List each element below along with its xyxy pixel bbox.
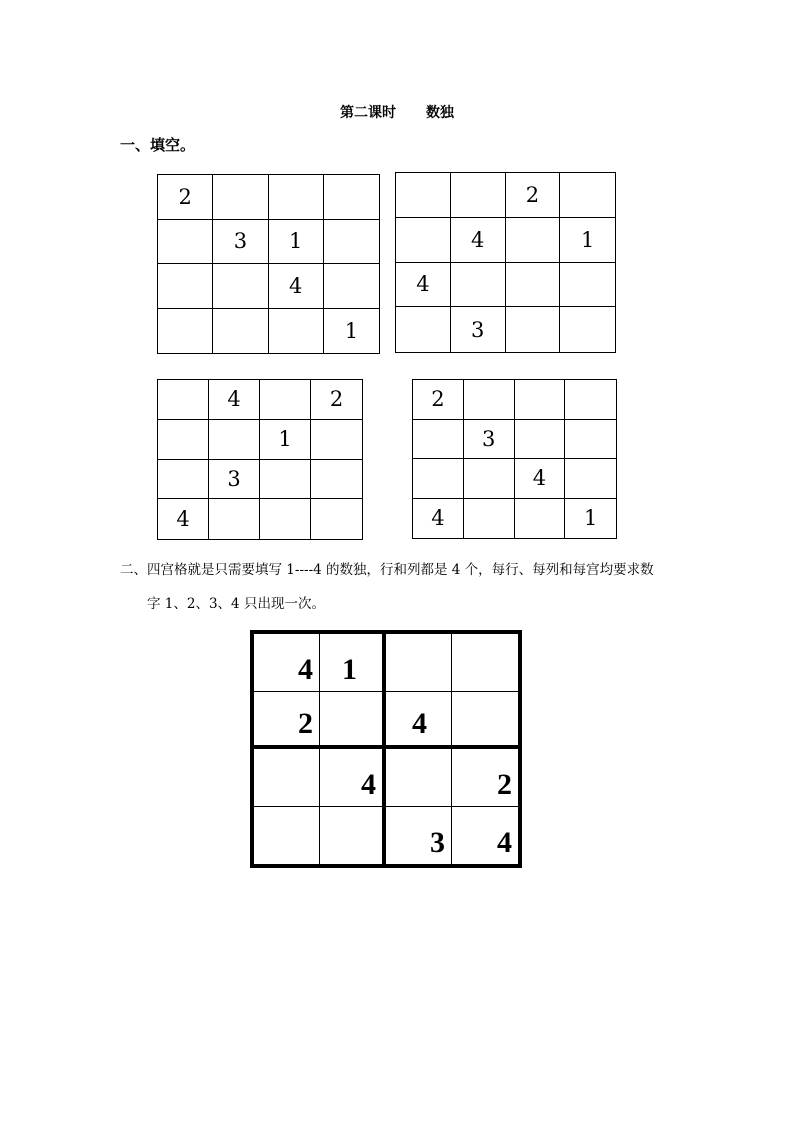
grid-cell[interactable]: 4 xyxy=(451,218,506,263)
section-1-heading: 一、填空。 xyxy=(120,136,196,154)
grid-cell[interactable] xyxy=(464,499,515,539)
cell-number: 4 xyxy=(298,652,313,686)
grid-cell[interactable] xyxy=(413,459,464,499)
large-grid-cell[interactable] xyxy=(254,634,320,692)
sudoku-grid-3 xyxy=(157,379,363,540)
grid-cell[interactable] xyxy=(158,264,213,309)
large-grid-cell[interactable] xyxy=(320,692,386,750)
grid-cell[interactable] xyxy=(213,264,268,309)
grid-cell[interactable] xyxy=(269,175,324,220)
grid-cell[interactable] xyxy=(311,420,362,460)
large-grid-cell[interactable] xyxy=(452,749,518,807)
grid-cell[interactable] xyxy=(158,309,213,354)
grid-cell[interactable] xyxy=(560,173,615,218)
grid-cell[interactable] xyxy=(560,307,615,352)
sudoku-grid-large xyxy=(250,630,522,868)
large-grid-cell[interactable] xyxy=(254,749,320,807)
grid-cell[interactable] xyxy=(413,420,464,460)
large-grid-cell[interactable] xyxy=(254,692,320,750)
large-grid-cell[interactable] xyxy=(320,807,386,865)
grid-cell[interactable] xyxy=(324,175,379,220)
large-grid-cell[interactable] xyxy=(320,749,386,807)
grid-cell[interactable]: 3 xyxy=(464,420,515,460)
sudoku-grid-4 xyxy=(412,379,617,539)
large-grid-cell[interactable] xyxy=(386,634,452,692)
grid-cell[interactable] xyxy=(396,307,451,352)
grid-cell[interactable] xyxy=(324,220,379,265)
large-grid-cell[interactable] xyxy=(386,749,452,807)
grid-cell[interactable] xyxy=(464,380,515,420)
grid-cell[interactable] xyxy=(260,499,311,539)
cell-number: 1 xyxy=(342,652,357,686)
grid-cell[interactable]: 4 xyxy=(515,459,566,499)
large-grid-cell[interactable] xyxy=(320,634,386,692)
large-grid-cell[interactable] xyxy=(452,692,518,750)
grid-cell[interactable]: 2 xyxy=(311,380,362,420)
topic-label: 数独 xyxy=(426,105,454,121)
cell-number: 3 xyxy=(430,826,445,859)
grid-cell[interactable] xyxy=(158,460,209,500)
grid-cell[interactable]: 4 xyxy=(158,499,209,539)
grid-cell[interactable] xyxy=(515,499,566,539)
grid-cell[interactable] xyxy=(565,420,616,460)
grid-cell[interactable] xyxy=(209,420,260,460)
grid-cell[interactable]: 1 xyxy=(344,318,359,343)
grid-cell[interactable] xyxy=(451,173,506,218)
grid-cell[interactable] xyxy=(451,263,506,308)
grid-cell[interactable] xyxy=(506,307,561,352)
large-grid-cell[interactable] xyxy=(254,807,320,865)
grid-cell[interactable] xyxy=(565,380,616,420)
large-grid-cell[interactable] xyxy=(452,634,518,692)
grid-cell[interactable] xyxy=(269,309,324,354)
grid-cell[interactable] xyxy=(464,459,515,499)
grid-cell[interactable]: 4 xyxy=(209,380,260,420)
grid-cell[interactable] xyxy=(396,173,451,218)
cell-number: 2 xyxy=(298,707,313,740)
grid-cell[interactable] xyxy=(396,218,451,263)
grid-cell[interactable]: 4 xyxy=(413,499,464,539)
cell-number: 4 xyxy=(497,826,512,859)
grid-cell[interactable] xyxy=(324,264,379,309)
grid-cell[interactable] xyxy=(515,420,566,460)
grid-cell[interactable] xyxy=(506,218,561,263)
large-grid-cell[interactable] xyxy=(386,807,452,865)
grid-cell[interactable] xyxy=(260,380,311,420)
grid-cell[interactable] xyxy=(565,459,616,499)
grid-cell[interactable]: 4 xyxy=(396,263,451,308)
grid-cell[interactable] xyxy=(260,460,311,500)
page-title xyxy=(0,102,794,122)
grid-cell[interactable] xyxy=(311,499,362,539)
cell-number: 4 xyxy=(412,707,427,740)
grid-cell[interactable]: 3 xyxy=(213,220,268,265)
cell-number: 4 xyxy=(361,767,376,801)
grid-cell[interactable]: 3 xyxy=(209,460,260,500)
lesson-label: 第二课时 xyxy=(340,105,396,121)
cell-number: 2 xyxy=(497,767,512,801)
sudoku-grid-1 xyxy=(157,174,380,354)
sudoku-grid-2 xyxy=(395,172,616,353)
large-grid-cell[interactable] xyxy=(386,692,452,750)
grid-cell[interactable] xyxy=(158,380,209,420)
grid-cell[interactable]: 1 xyxy=(260,420,311,460)
grid-cell[interactable] xyxy=(209,499,260,539)
grid-cell[interactable] xyxy=(506,263,561,308)
grid-cell[interactable]: 3 xyxy=(451,307,506,352)
grid-cell[interactable] xyxy=(311,460,362,500)
section-2-text-line2: 字 1、2、3、4 只出现一次。 xyxy=(147,596,325,612)
grid-cell[interactable] xyxy=(515,380,566,420)
section-2-text-line1: 二、四宫格就是只需要填写 1----4 的数独，行和列都是 4 个，每行、每列和每宫均要求数 xyxy=(120,562,654,578)
grid-cell[interactable]: 2 xyxy=(413,380,464,420)
grid-cell[interactable]: 4 xyxy=(269,264,324,309)
grid-cell[interactable]: 1 xyxy=(583,506,598,531)
grid-cell[interactable] xyxy=(158,220,213,265)
grid-cell[interactable]: 1 xyxy=(560,218,615,263)
grid-cell[interactable] xyxy=(158,420,209,460)
grid-cell[interactable] xyxy=(560,263,615,308)
grid-cell[interactable] xyxy=(213,175,268,220)
grid-cell[interactable]: 2 xyxy=(158,175,213,220)
large-grid-cell[interactable] xyxy=(452,807,518,865)
grid-cell[interactable]: 1 xyxy=(269,220,324,265)
grid-cell[interactable] xyxy=(213,309,268,354)
grid-cell[interactable]: 2 xyxy=(506,173,561,218)
